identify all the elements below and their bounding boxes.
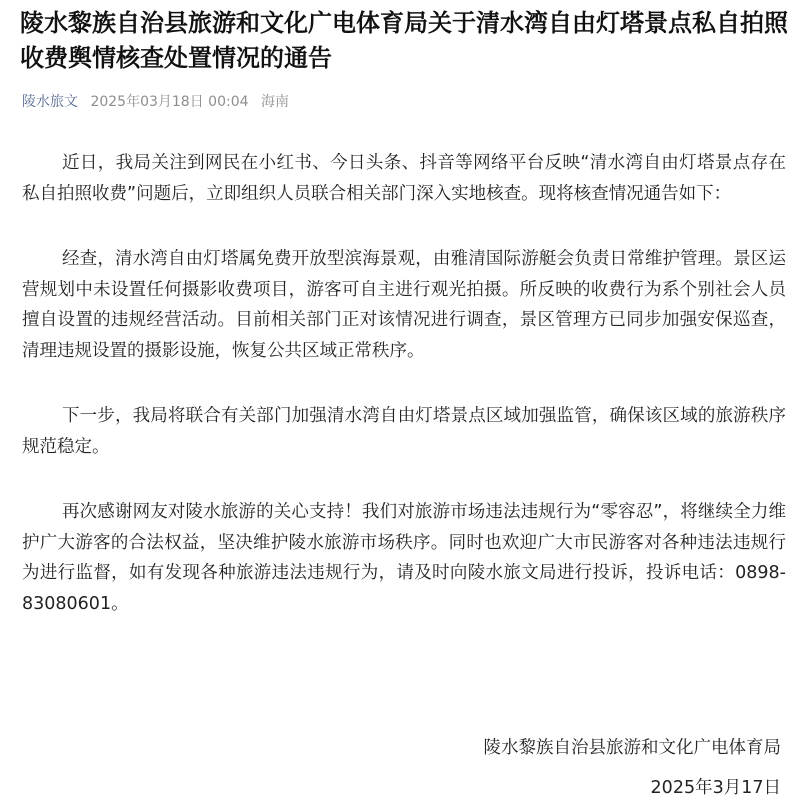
signature-organization: 陵水黎族自治县旅游和文化广电体育局 xyxy=(483,738,781,758)
paragraph-findings: 经查，清水湾自由灯塔属免费开放型滨海景观，由雅清国际游艇会负责日常维护管理。景区运营规划中未设置任何摄影收费项目，游客可自主进行观光拍摄。所反映的收费行为系个别社会人员擅自设置的违规经营活动。目前相关部门正对该情况进行调查，景区管理方已同步加强安保巡查，清理违规设置的摄影设施，恢复公共区域正常秩序。 xyxy=(22,249,786,361)
article-meta xyxy=(22,91,297,113)
paragraph-thanks: 再次感谢网友对陵水旅游的关心支持！我们对旅游市场违法违规行为“零容忍”，将继续全力维护广大游客的合法权益，坚决维护陵水旅游市场秩序。同时也欢迎广大市民游客对各种违法违规行为进行监督，如有发现各种旅游违法违规行为，请及时向陵水旅文局进行投诉，投诉电话：0898-83080601。 xyxy=(22,502,786,614)
article-body xyxy=(22,148,786,654)
paragraph-intro: 近日，我局关注到网民在小红书、今日头条、抖音等网络平台反映“清水湾自由灯塔景点存在私自拍照收费”问题后，立即组织人员联合相关部门深入实地核查。现将核查情况通告如下： xyxy=(22,153,786,204)
paragraph-next-steps: 下一步，我局将联合有关部门加强清水湾自由灯塔景点区域加强监管，确保该区域的旅游秩序规范稳定。 xyxy=(22,406,786,457)
signature-date: 2025年3月17日 xyxy=(650,778,781,798)
publish-datetime: 2025年03月18日 00:04 xyxy=(90,94,249,110)
author-link[interactable]: 陵水旅文 xyxy=(22,94,78,110)
article-title: 陵水黎族自治县旅游和文化广电体育局关于清水湾自由灯塔景点私自拍照收费舆情核查处置情况的通告 xyxy=(20,9,788,72)
publish-location: 海南 xyxy=(260,94,289,110)
